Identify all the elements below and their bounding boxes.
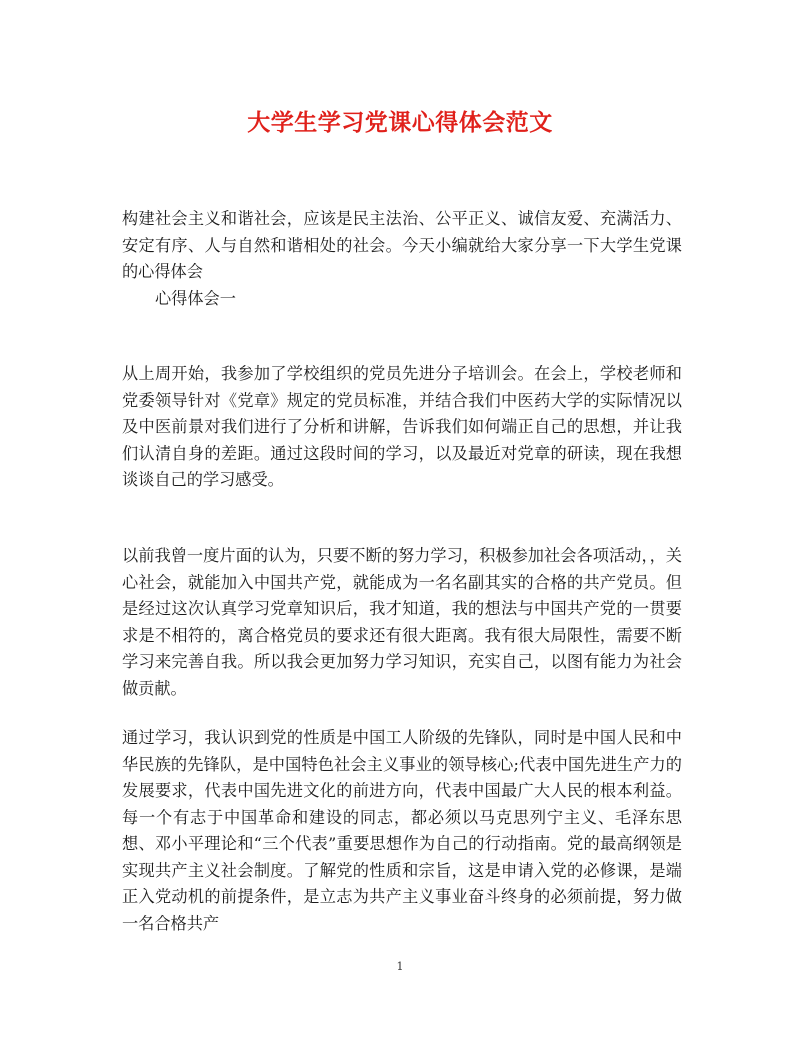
body-paragraph-1: 从上周开始，我参加了学校组织的党员先进分子培训会。在会上，学校老师和党委领导针对《党章》规定的党员标准，并结合我们中医药大学的实际情况以及中医前景对我们进行了分析和讲解，告诉我们如何端正自己的思想，并让我们认清自身的差距。通过这段时间的学习，以及最近对党章的研读，现在我想谈谈自己的学习感受。 [122,364,682,489]
body-paragraph-3: 通过学习，我认识到党的性质是中国工人阶级的先锋队，同时是中国人民和中华民族的先锋队，是中国特色社会主义事业的领导核心;代表中国先进生产力的发展要求，代表中国先进文化的前进方向，代表中国最广大人民的根本利益。每一个有志于中国革命和建设的同志，都必须以马克思列宁主义、毛泽东思想、邓小平理论和“三个代表”重要思想作为自己的行动指南。党的最高纲领是实现共产主义社会制度。了解党的性质和宗旨，这是申请入党的必修课，是端正入党动机的前提条件，是立志为共产主义事业奋斗终身的必须前提，努力做一名合格共产 [122,728,682,933]
page-number: 1 [396,960,404,973]
intro-paragraph: 构建社会主义和谐社会，应该是民主法治、公平正义、诚信友爱、充满活力、安定有序、人与自然和谐相处的社会。今天小编就给大家分享一下大学生党课的心得体会 [122,209,682,281]
section-subheading: 心得体会一 [155,289,236,308]
document-title: 大学生学习党课心得体会范文 [247,109,553,136]
body-paragraph-2: 以前我曾一度片面的认为，只要不断的努力学习，积极参加社会各项活动，，关心社会，就能加入中国共产党，就能成为一名名副其实的合格的共产党员。但是经过这次认真学习党章知识后，我才知道，我的想法与中国共产党的一贯要求是不相符的，离合格党员的要求还有很大距离。我有很大局限性，需要不断学习来完善自我。所以我会更加努力学习知识，充实自己，以图有能力为社会做贡献。 [122,546,682,698]
